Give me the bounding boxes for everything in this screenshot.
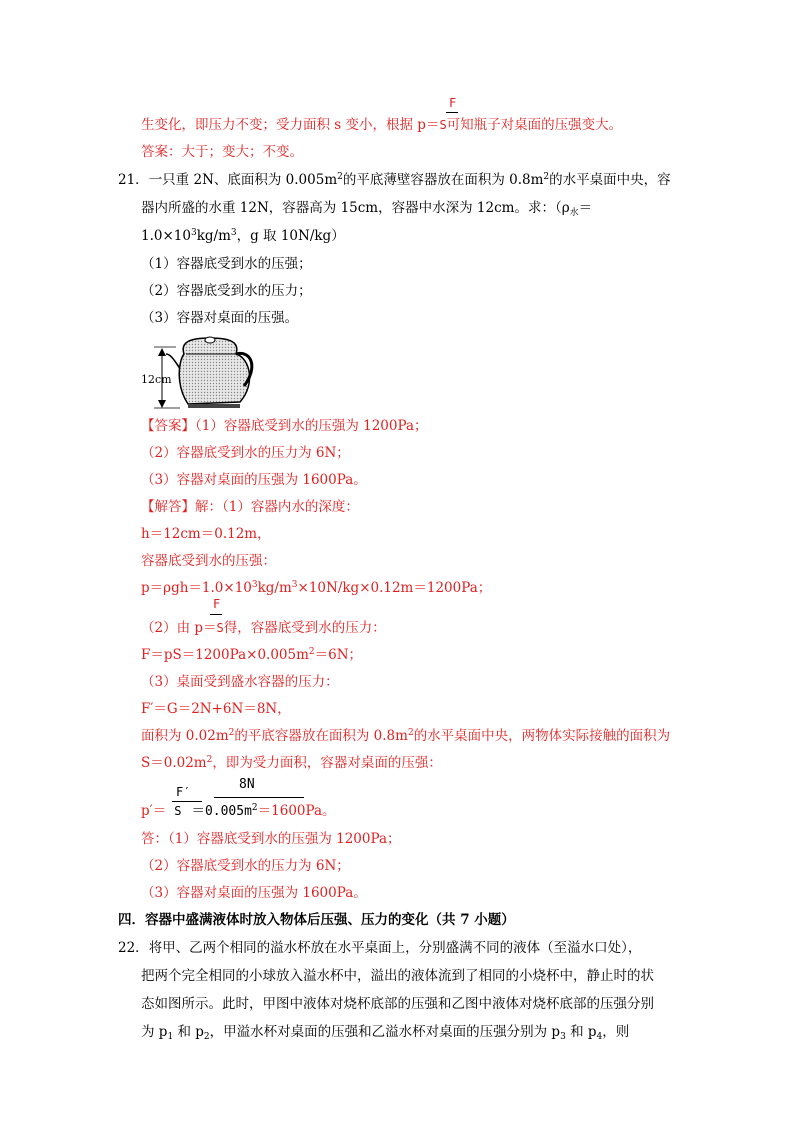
solution-force-formula: $F=pS=1200Pa\times 0.005m^2=6N$； <box>141 647 363 663</box>
q21-subq3: （3）容器对桌面的压强。 <box>141 310 299 326</box>
solution-pressure-label: 容器底受到水的压强： <box>141 553 276 569</box>
solution-total-force: F′＝G＝2N+6N＝8N， <box>141 701 291 717</box>
answer-tag: 【答案】 <box>141 418 195 434</box>
prev-conclusion: 生变化，即压力不变；受力面积 s 变小，根据 p＝S可知瓶子对桌面的压强变大。 <box>141 117 623 133</box>
q21-subq1: （1）容器底受到水的压强； <box>141 256 312 272</box>
conclusion-line1: 答：（1）容器底受到水的压强为 1200Pa； <box>141 831 401 847</box>
q22-line2: 把两个完全相同的小球放入溢水杯中，溢出的液体流到了相同的小烧杯中，静止时的状 <box>141 968 654 984</box>
solution-pressure-formula: $p=\rho gh=1.0\times 10^3kg/m^3\times 10N/kg\times 0.12m=1200Pa$； <box>141 580 492 596</box>
conclusion-line3: （3）容器对桌面的压强为 1600Pa。 <box>141 885 367 901</box>
pp-frac-bar2 <box>214 797 304 798</box>
q22-number: 22． <box>118 940 149 956</box>
section-title: 四．容器中盛满液体时放入物体后压强、压力的变化（共 7 小题） <box>118 912 515 928</box>
solution-line1: 【解答】解：（1）容器内水的深度： <box>141 499 359 515</box>
frac-numerator: F <box>449 96 457 110</box>
prev-answer: 答案：大于；变大；不变。 <box>141 144 303 160</box>
solution-contact-area: $S=0.02m^2$，即为受力面积，容器对桌面的压强： <box>141 755 442 771</box>
solution-tag: 【解答】 <box>141 499 195 515</box>
f2-numerator: F <box>213 597 221 611</box>
conclusion-line2: （2）容器底受到水的压力为 6N； <box>141 858 350 874</box>
answer-line3: （3）容器对桌面的压强为 1600Pa。 <box>141 472 367 488</box>
solution-table-force-label: （3）桌面受到盛水容器的压力： <box>141 674 339 690</box>
q22-line4: 为 $p_1$ 和 $p_2$，甲溢水杯对桌面的压强和乙溢水杯对桌面的压强分别为 $p_3$ 和 $p_4$，则 <box>141 1024 630 1042</box>
solution-depth: h＝12cm＝0.12m， <box>141 526 271 542</box>
frac-bar <box>446 112 458 113</box>
solution-force-line: （2）由 p＝S得，容器底受到水的压力： <box>141 620 386 636</box>
answer-line1: 【答案】（1）容器底受到水的压强为 1200Pa； <box>141 418 428 434</box>
q22-line3: 态如图所示。此时，甲图中液体对烧杯底部的压强和乙图中液体对烧杯底部的压强分别 <box>141 996 654 1012</box>
q21-line2: 器内所盛的水重 12N，容器高为 15cm，容器中水深为 12cm。求：（$\rho_水=$ <box>141 200 593 218</box>
q21-line1: 21．一只重 2N、底面积为 $0.005m^2$的平底薄壁容器放在面积为 $0.8m^2$的水平桌面中央，容 <box>118 172 671 188</box>
pp-numerator1: F′ <box>176 785 191 799</box>
answer-line2: （2）容器底受到水的压力为 6N； <box>141 445 350 461</box>
q21-subq2: （2）容器底受到水的压力； <box>141 283 312 299</box>
solution-final-pressure: $p'= S =0.005m^2=1600Pa$。 <box>141 803 336 819</box>
q21-number: 21． <box>118 172 149 188</box>
depth-label: 12cm <box>141 373 172 386</box>
pp-numerator2: 8N <box>239 777 255 792</box>
solution-area-line: 面积为 $0.02m^2$的平底容器放在面积为 $0.8m^2$的水平桌面中央，两物体实际接触的面积为 <box>141 728 671 744</box>
q22-line1: 22．将甲、乙两个相同的溢水杯放在水平桌面上，分别盛满不同的液体（至溢水口处）， <box>118 940 642 956</box>
q21-line3: $1.0\times 10^3kg/m^3$，g 取 10N/kg） <box>141 228 345 244</box>
f2-frac-bar <box>210 614 222 615</box>
